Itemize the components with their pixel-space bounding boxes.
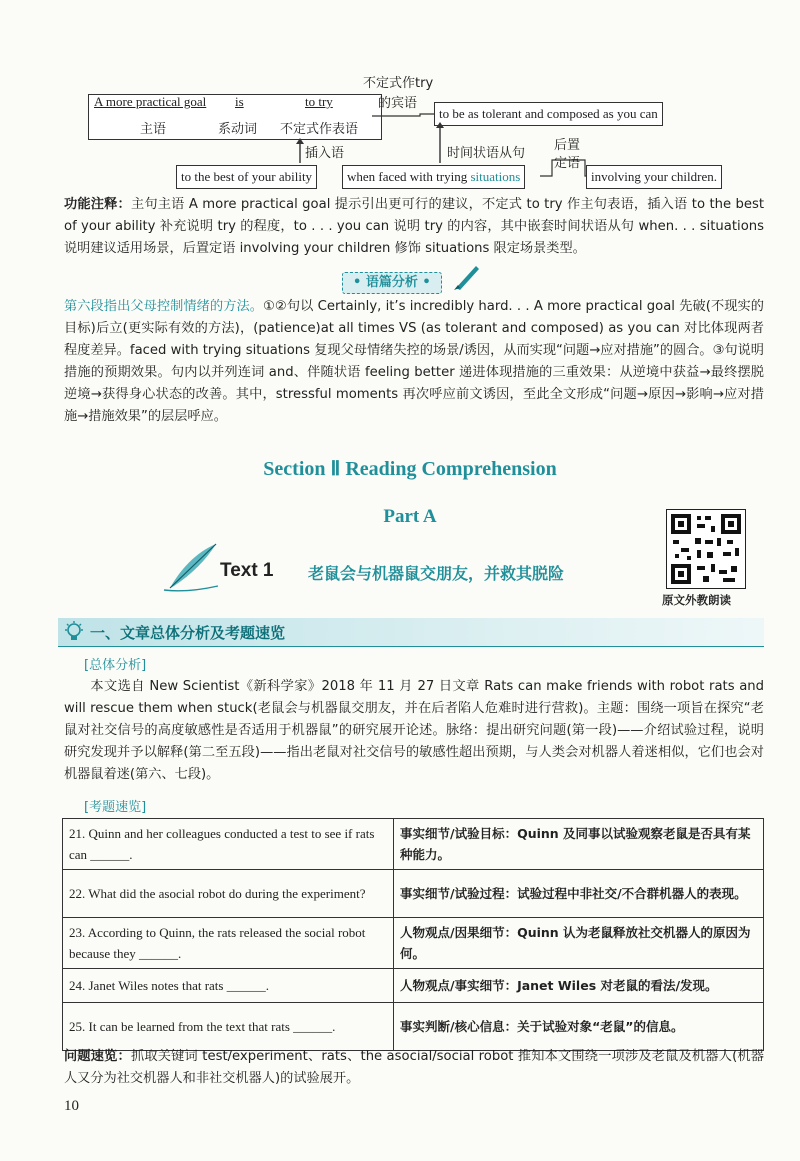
diagram-predicative-label: 不定式作表语 (280, 122, 359, 137)
qr-caption: 原文外教朗读 (662, 593, 731, 607)
diagram-object-box: to be as tolerant and composed as you can (434, 102, 663, 126)
diagram-predicative: to try (305, 94, 333, 109)
discourse-body: ①②句以 Certainly, it’s incredibly hard. . . A more practical goal 先破(不现实的目标)后立(更实际有效的方法)，(patience)at all times VS (as tolerant and composed) as you can 对比体现两者程度差异。faced with trying situations 复现父母情绪失控的场景/诱因，从而实现“问题→应对措施”的圆合。③句说明措施的预期效果。句内以并列连词 and、伴随状语 feeling better 递进体现措施的三重效果：从逆境中获益→最终摆脱逆境→获得身心状态的改善。其中，stressful moments 再次呼应前文诱因，至此全文形成“问题→原因→影响→应对措施→措施效果”的层层呼应。 (64, 299, 764, 424)
table-row (63, 1003, 764, 1051)
diagram-verb: is (235, 94, 244, 109)
diagram-when-box (342, 165, 525, 189)
diagram-postmod-label-2: 定语 (554, 156, 581, 171)
diagram-adverbial-label: 时间状语从句 (447, 146, 526, 161)
question-table (62, 818, 764, 1051)
qr-pattern (667, 510, 745, 588)
text-label: Text 1 (220, 560, 274, 581)
table-row (63, 918, 764, 969)
discourse-text (64, 296, 764, 428)
diagram-when-text: when faced with trying (347, 169, 471, 184)
question-cell: 22. What did the asocial robot do during the experiment? (63, 870, 394, 918)
diagram-subject: A more practical goal (94, 94, 207, 109)
diagram-object-label-1: 不定式作try (363, 76, 434, 91)
diagram-when-highlight: situations (470, 169, 521, 184)
answer-type-cell: 事实细节/试验目标：Quinn 及同事以试验观察老鼠是否具有某种能力。 (394, 819, 764, 870)
diagram-insert-box: to the best of your ability (176, 165, 317, 189)
question-cell: 21. Quinn and her colleagues conducted a test to see if rats can ______. (63, 819, 394, 870)
diagram-postmod-label-1: 后置 (554, 138, 581, 153)
diagram-insert-label: 插入语 (305, 146, 345, 161)
page-number: 10 (64, 1098, 79, 1114)
discourse-heading-text: • 语篇分析 • (353, 275, 431, 290)
question-cell: 23. According to Quinn, the rats released the social robot because they ______. (63, 918, 394, 969)
question-cell: 25. It can be learned from the text that rats ______. (63, 1003, 394, 1051)
answer-type-cell: 人物观点/事实细节：Janet Wiles 对老鼠的看法/发现。 (394, 969, 764, 1003)
answer-type-cell: 事实细节/试验过程：试验过程中非社交/不合群机器人的表现。 (394, 870, 764, 918)
overall-text: 本文选自 New Scientist《新科学家》2018 年 11 月 27 日文章 Rats can make friends with robot rats and will rescue them when stuck(老鼠会与机器鼠交朋友，并在后者陷人危难时进行营救)。主题：围绕一项旨在探究“老鼠对社交信号的高度敏感性是否适用于机器鼠”的研究展开论述。脉络：提出研究问题(第一段)——介绍试验过程，说明研究发现并予以解释(第二至五段)——指出老鼠对社交信号的敏感性超出预期，与人类会对机器人着迷相似，它们也会对机器鼠着迷(第六、七段)。 (64, 679, 764, 782)
text-title: 老鼠会与机器鼠交朋友，并救其脱险 (308, 564, 565, 583)
table-row (63, 819, 764, 870)
function-note-text: 主句主语 A more practical goal 提示引出更可行的建议，不定式 to try 作主句表语，插入语 to the best of your ability 补充说明 try 的程度，to . . . you can 说明 try 的内容，其中嵌套时间状语从句 when. . . situations 说明建议适用场景，后置定语 involving your children 修饰 situations 限定场景类型。 (64, 197, 764, 256)
table-row (63, 969, 764, 1003)
answer-type-cell: 事实判断/核心信息：关于试验对象“老鼠”的信息。 (394, 1003, 764, 1051)
section-title: Section Ⅱ Reading Comprehension (263, 458, 557, 480)
quick-note-text: 抓取关键词 test/experiment、rats、the asocial/social robot 推知本文围绕一项涉及老鼠及机器人(机器人又分为社交机器人和非社交机器人)的试验展开。 (64, 1049, 764, 1086)
quill-icon (160, 540, 220, 592)
preview-tag: [考题速览] (84, 800, 147, 815)
quick-note-label: 问题速览： (64, 1049, 131, 1064)
lightbulb-icon (62, 620, 86, 644)
qr-code[interactable] (666, 509, 746, 589)
pen-icon (452, 262, 482, 292)
function-note (64, 194, 764, 260)
diagram-verb-label: 系动词 (218, 122, 258, 137)
function-note-label: 功能注释： (64, 197, 131, 212)
quick-note (64, 1046, 764, 1090)
answer-type-cell: 人物观点/因果细节：Quinn 认为老鼠释放社交机器人的原因为何。 (394, 918, 764, 969)
banner-title: 一、文章总体分析及考题速览 (90, 624, 286, 642)
diagram-subject-label: 主语 (140, 122, 167, 137)
discourse-intro: 第六段指出父母控制情绪的方法。 (64, 299, 264, 314)
question-cell: 24. Janet Wiles notes that rats ______. (63, 969, 394, 1003)
diagram-involving-box: involving your children. (586, 165, 722, 189)
part-title: Part A (383, 506, 437, 527)
overall-tag: [总体分析] (84, 658, 147, 673)
diagram-object-label-2: 的宾语 (378, 96, 418, 111)
table-row (63, 870, 764, 918)
discourse-heading (342, 272, 442, 294)
